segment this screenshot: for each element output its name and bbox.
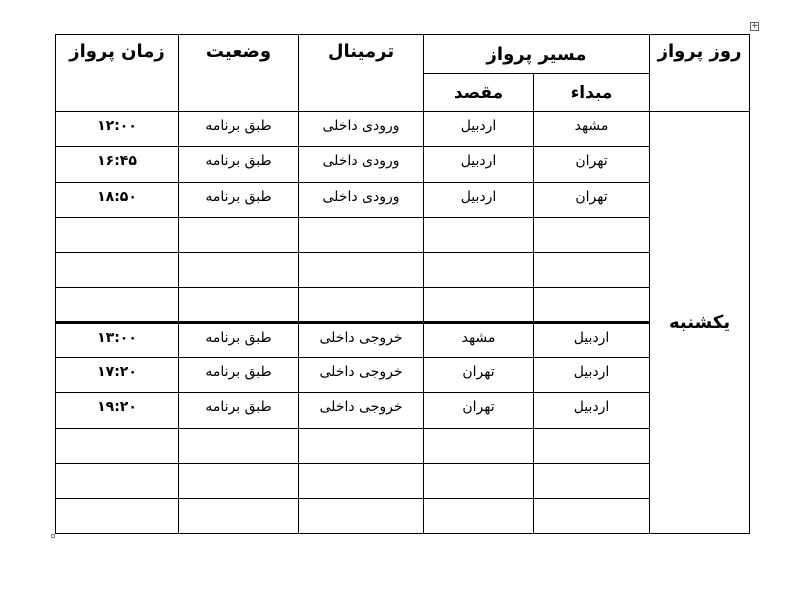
header-day: روز پرواز xyxy=(650,35,750,112)
time-cell[interactable]: ۱۲:۰۰ xyxy=(56,112,179,147)
status-cell[interactable] xyxy=(179,428,299,463)
origin-cell[interactable] xyxy=(534,252,650,287)
destination-cell[interactable] xyxy=(424,498,534,533)
status-cell[interactable]: طبق برنامه xyxy=(179,147,299,182)
terminal-cell[interactable]: خروجی داخلی xyxy=(299,323,424,358)
terminal-cell[interactable] xyxy=(299,428,424,463)
time-cell[interactable] xyxy=(56,252,179,287)
table-row xyxy=(56,217,750,252)
terminal-cell[interactable] xyxy=(299,217,424,252)
table-row xyxy=(56,393,750,428)
header-time: زمان پرواز xyxy=(56,35,179,112)
terminal-cell[interactable] xyxy=(299,252,424,287)
terminal-cell[interactable]: ورودی داخلی xyxy=(299,147,424,182)
origin-cell[interactable] xyxy=(534,288,650,323)
origin-cell[interactable] xyxy=(534,498,650,533)
table-row xyxy=(56,463,750,498)
status-cell[interactable]: طبق برنامه xyxy=(179,358,299,393)
table-row xyxy=(56,428,750,463)
origin-cell[interactable]: اردبیل xyxy=(534,393,650,428)
time-cell[interactable] xyxy=(56,288,179,323)
table-row xyxy=(56,252,750,287)
time-cell[interactable] xyxy=(56,463,179,498)
origin-cell[interactable]: اردبیل xyxy=(534,323,650,358)
status-cell[interactable] xyxy=(179,288,299,323)
status-cell[interactable] xyxy=(179,217,299,252)
origin-cell[interactable] xyxy=(534,463,650,498)
destination-cell[interactable]: مشهد xyxy=(424,323,534,358)
table-row xyxy=(56,323,750,358)
destination-cell[interactable]: اردبیل xyxy=(424,147,534,182)
table-resize-handle[interactable] xyxy=(51,534,55,538)
header-terminal: ترمینال xyxy=(299,35,424,112)
flight-schedule-table-wrapper xyxy=(55,34,749,534)
time-cell[interactable] xyxy=(56,217,179,252)
table-row xyxy=(56,147,750,182)
origin-cell[interactable]: تهران xyxy=(534,182,650,217)
status-cell[interactable]: طبق برنامه xyxy=(179,182,299,217)
time-cell[interactable] xyxy=(56,498,179,533)
status-cell[interactable]: طبق برنامه xyxy=(179,393,299,428)
origin-cell[interactable]: اردبیل xyxy=(534,358,650,393)
table-row xyxy=(56,182,750,217)
terminal-cell[interactable]: ورودی داخلی xyxy=(299,112,424,147)
terminal-cell[interactable]: خروجی داخلی xyxy=(299,393,424,428)
day-cell[interactable]: یکشنبه xyxy=(650,112,750,534)
time-cell[interactable]: ۱۹:۲۰ xyxy=(56,393,179,428)
header-origin: مبداء xyxy=(534,74,650,112)
terminal-cell[interactable]: ورودی داخلی xyxy=(299,182,424,217)
destination-cell[interactable]: اردبیل xyxy=(424,182,534,217)
time-cell[interactable]: ۱۳:۰۰ xyxy=(56,323,179,358)
status-cell[interactable] xyxy=(179,498,299,533)
time-cell[interactable]: ۱۷:۲۰ xyxy=(56,358,179,393)
destination-cell[interactable]: تهران xyxy=(424,393,534,428)
flight-schedule-table xyxy=(55,34,750,534)
table-row xyxy=(56,358,750,393)
status-cell[interactable] xyxy=(179,463,299,498)
destination-cell[interactable] xyxy=(424,217,534,252)
table-row xyxy=(56,288,750,323)
origin-cell[interactable]: مشهد xyxy=(534,112,650,147)
destination-cell[interactable]: تهران xyxy=(424,358,534,393)
header-status: وضعیت xyxy=(179,35,299,112)
time-cell[interactable] xyxy=(56,428,179,463)
terminal-cell[interactable] xyxy=(299,498,424,533)
origin-cell[interactable]: تهران xyxy=(534,147,650,182)
table-row xyxy=(56,498,750,533)
terminal-cell[interactable] xyxy=(299,463,424,498)
header-row-main xyxy=(56,35,750,74)
origin-cell[interactable] xyxy=(534,217,650,252)
status-cell[interactable]: طبق برنامه xyxy=(179,112,299,147)
header-route: مسیر پرواز xyxy=(424,35,650,74)
origin-cell[interactable] xyxy=(534,428,650,463)
destination-cell[interactable] xyxy=(424,463,534,498)
table-move-handle-icon[interactable]: + xyxy=(751,21,759,31)
header-destination: مقصد xyxy=(424,74,534,112)
time-cell[interactable]: ۱۸:۵۰ xyxy=(56,182,179,217)
status-cell[interactable]: طبق برنامه xyxy=(179,323,299,358)
time-cell[interactable]: ۱۶:۴۵ xyxy=(56,147,179,182)
terminal-cell[interactable]: خروجی داخلی xyxy=(299,358,424,393)
status-cell[interactable] xyxy=(179,252,299,287)
destination-cell[interactable] xyxy=(424,288,534,323)
destination-cell[interactable] xyxy=(424,252,534,287)
destination-cell[interactable]: اردبیل xyxy=(424,112,534,147)
destination-cell[interactable] xyxy=(424,428,534,463)
terminal-cell[interactable] xyxy=(299,288,424,323)
table-row xyxy=(56,112,750,147)
